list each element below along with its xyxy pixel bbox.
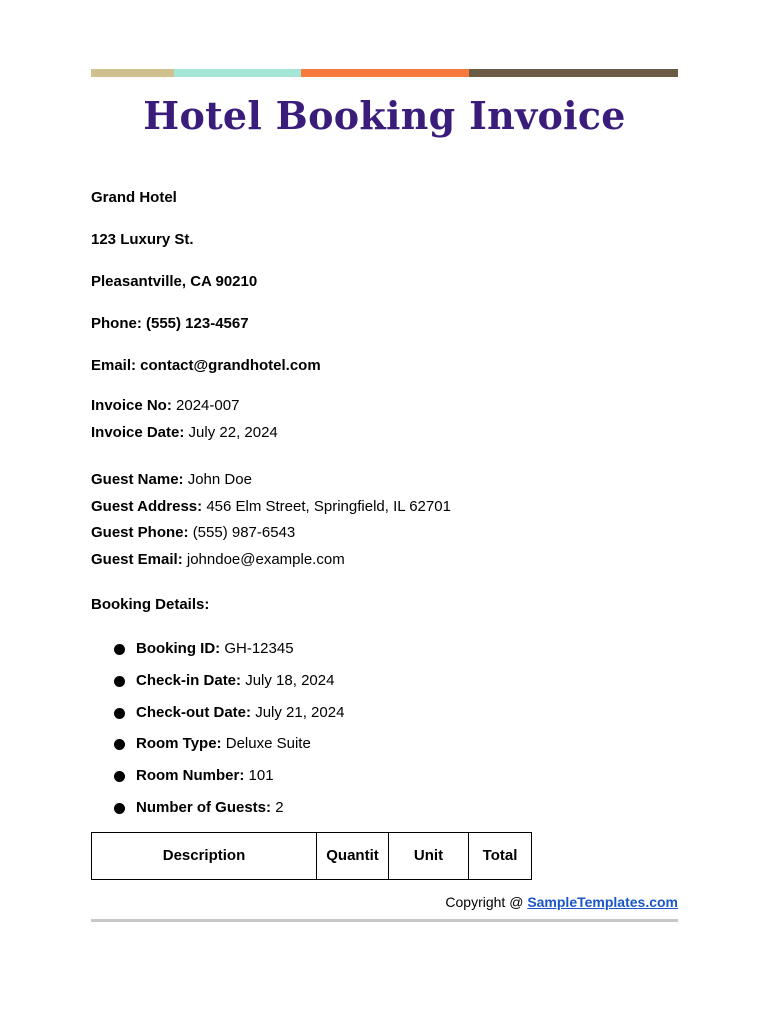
- list-item: [91, 638, 678, 659]
- guest-address: [91, 494, 678, 521]
- color-bar-segment: [91, 69, 174, 77]
- company-city: Pleasantville, CA 90210: [91, 273, 258, 290]
- color-bar-segment: [469, 69, 678, 77]
- detail-label: Number of Guests:: [136, 798, 272, 816]
- guest-email-value: johndoe@example.com: [186, 550, 345, 568]
- company-info: [91, 187, 678, 376]
- detail-label: Room Number:: [136, 767, 245, 785]
- invoice-number-label: Invoice No:: [91, 397, 172, 414]
- guest-phone-label: Guest Phone:: [91, 524, 189, 541]
- column-header-total: Total: [469, 832, 532, 879]
- guest-address-label: Guest Address:: [91, 497, 203, 515]
- detail-label: Room Type:: [136, 735, 222, 753]
- bullet-icon: [114, 708, 125, 719]
- color-bar-segment: [174, 69, 301, 77]
- company-phone: Phone: (555) 123-4567: [91, 315, 249, 332]
- invoice-number-value: 2024-007: [176, 397, 240, 414]
- bullet-icon: [114, 739, 125, 750]
- footer-divider: [91, 919, 678, 922]
- invoice-page: [91, 69, 678, 922]
- detail-value: 101: [248, 767, 274, 785]
- bullet-icon: [114, 644, 125, 655]
- guest-phone: [91, 520, 678, 547]
- items-table: [91, 832, 532, 880]
- detail-label: Check-out Date:: [136, 703, 252, 721]
- column-header-unit: Unit: [389, 832, 469, 879]
- copyright-text: Copyright @: [445, 893, 528, 910]
- booking-details-list: [91, 638, 678, 818]
- detail-value: July 21, 2024: [255, 703, 345, 721]
- list-item: [91, 670, 678, 691]
- list-item: [91, 702, 678, 723]
- company-email: Email: contact@grandhotel.com: [91, 357, 321, 374]
- invoice-info: [91, 393, 678, 446]
- color-bar: [91, 69, 678, 77]
- detail-value: 2: [275, 798, 284, 816]
- guest-phone-value: (555) 987-6543: [192, 524, 296, 541]
- detail-value: Deluxe Suite: [225, 735, 311, 753]
- bullet-icon: [114, 803, 125, 814]
- company-street: 123 Luxury St.: [91, 231, 194, 248]
- sampletemplates-link[interactable]: SampleTemplates.com: [527, 893, 678, 910]
- list-item: [91, 733, 678, 754]
- detail-label: Booking ID:: [136, 640, 221, 657]
- guest-name-value: John Doe: [187, 471, 252, 488]
- invoice-date-label: Invoice Date:: [91, 423, 185, 441]
- bullet-icon: [114, 676, 125, 687]
- bullet-icon: [114, 771, 125, 782]
- booking-details-heading: Booking Details:: [91, 596, 210, 613]
- copyright-footer: [91, 893, 678, 911]
- list-item: [91, 765, 678, 786]
- invoice-date: [91, 420, 678, 447]
- column-header-quantity: Quantit: [317, 832, 389, 879]
- guest-email: [91, 547, 678, 574]
- list-item: [91, 797, 678, 818]
- table-header-row: [92, 832, 532, 879]
- guest-info: [91, 467, 678, 573]
- company-name: Grand Hotel: [91, 189, 177, 206]
- guest-email-label: Guest Email:: [91, 550, 183, 568]
- detail-label: Check-in Date:: [136, 671, 242, 689]
- detail-value: July 18, 2024: [245, 671, 335, 689]
- page-title: Hotel Booking Invoice: [143, 93, 626, 138]
- invoice-date-value: July 22, 2024: [188, 423, 278, 441]
- guest-name: [91, 467, 678, 494]
- invoice-number: [91, 393, 678, 420]
- color-bar-segment: [301, 69, 469, 77]
- guest-name-label: Guest Name:: [91, 471, 184, 488]
- detail-value: GH-12345: [224, 640, 294, 657]
- column-header-description: Description: [92, 832, 317, 879]
- guest-address-value: 456 Elm Street, Springfield, IL 62701: [206, 497, 451, 515]
